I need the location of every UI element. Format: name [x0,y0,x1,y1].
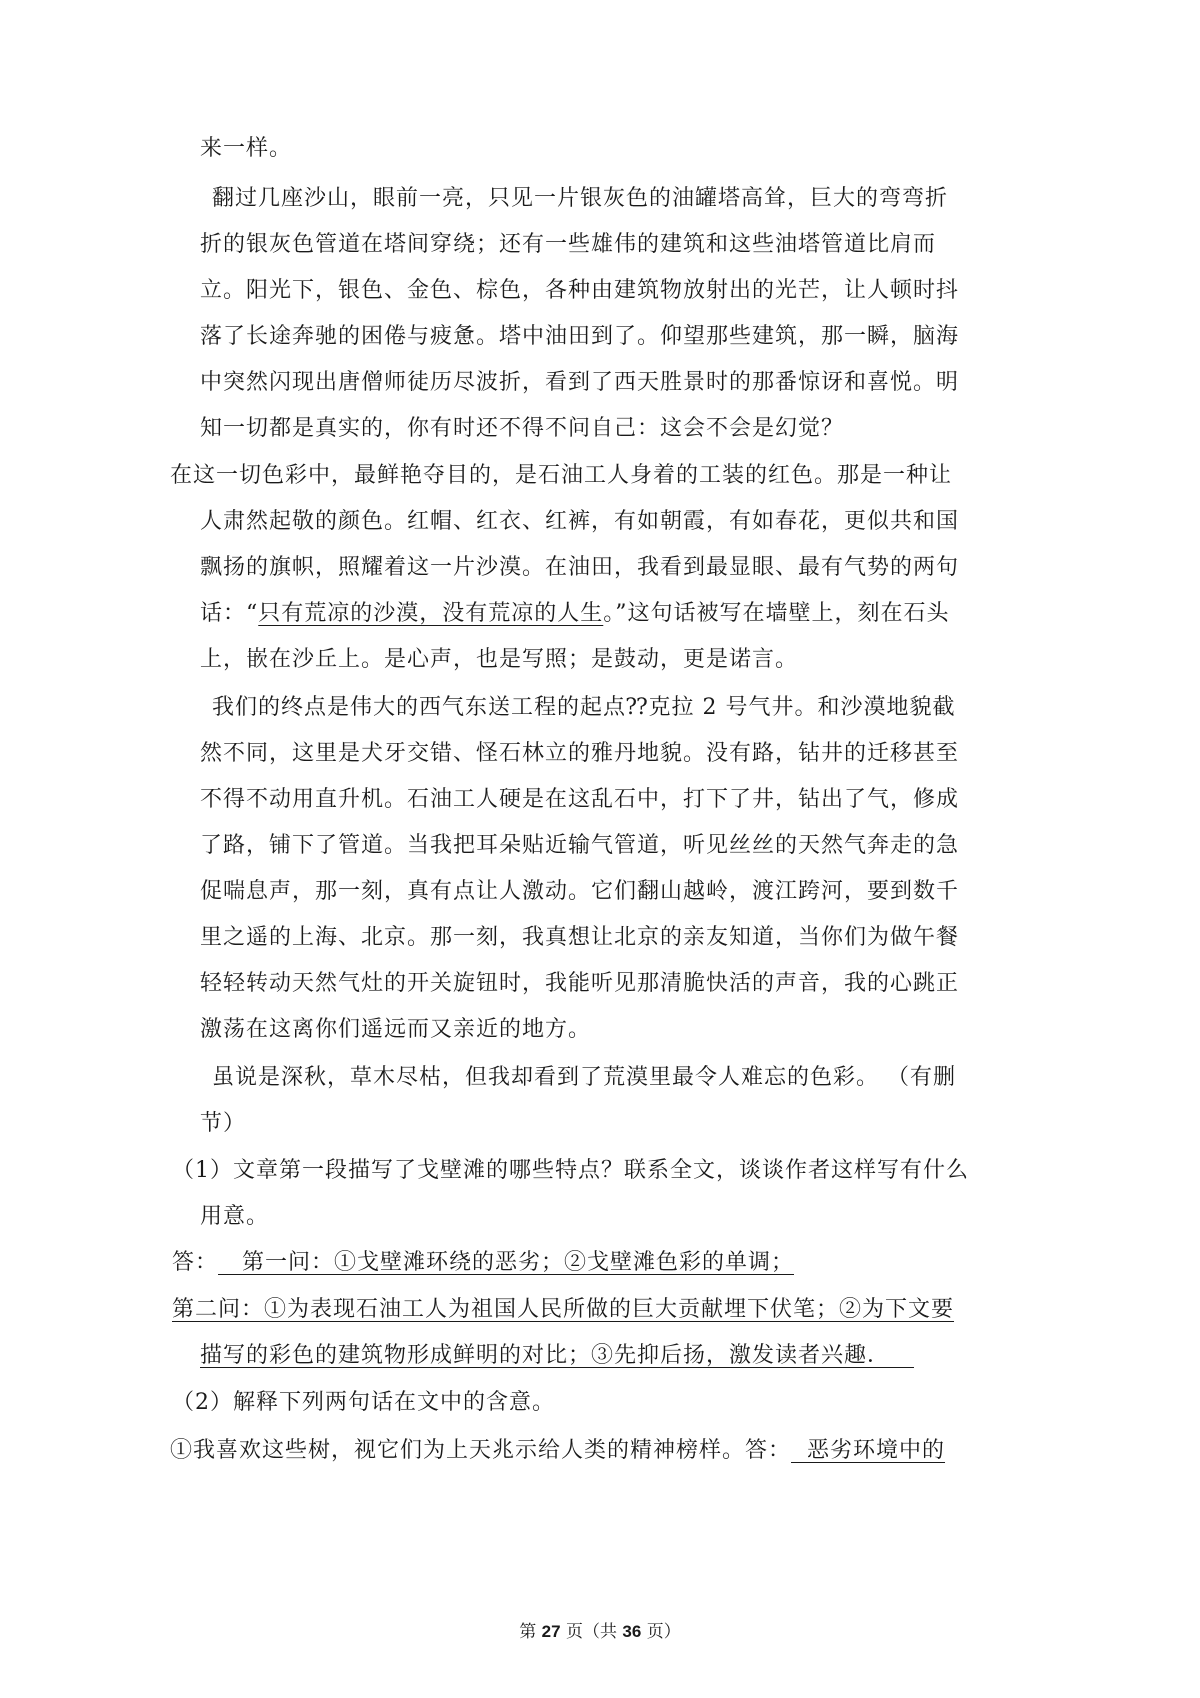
answer-1-part-2-cont: 描写的彩色的建筑物形成鲜明的对比；③先抑后扬，激发读者兴趣． [200,1343,914,1368]
body-line: 激荡在这离你们遥远而又亲近的地方。 [200,1017,592,1042]
answer-1-line-1 [172,1243,794,1283]
body-line: 我们的终点是伟大的西气东送工程的起点⁇克拉 2 号气井。和沙漠地貌截 [212,695,956,720]
answer-1-part-2: 第二问：①为表现石油工人为祖国人民所做的巨大贡献埋下伏笔；②为下文要 [172,1297,955,1322]
body-line: 不得不动用直升机。石油工人硬是在这乱石中，打下了井，钻出了气，修成 [200,787,960,812]
question-2-item-1-text: ①我喜欢这些树，视它们为上天兆示给人类的精神榜样。答： [170,1438,792,1463]
footer-middle: 页（共 [560,1622,623,1642]
body-line: 上，嵌在沙丘上。是心声，也是写照；是鼓动，更是诺言。 [200,647,799,672]
footer-prefix: 第 [519,1622,542,1642]
body-line: 来一样。 [200,136,293,161]
answer-prefix: 答： [172,1250,219,1275]
quote-line [200,594,950,634]
body-line: 立。阳光下，银色、金色、棕色，各种由建筑物放射出的光芒，让人顿时抖 [200,278,960,303]
question-1-cont: 用意。 [200,1204,270,1229]
page-footer [0,1620,1200,1644]
body-line: 里之遥的上海、北京。那一刻，我真想让北京的亲友知道，当你们为做午餐 [200,925,960,950]
body-line: 虽说是深秋，草木尽枯，但我却看到了荒漠里最令人难忘的色彩。 （有删 [212,1065,956,1090]
quote-after: 。”这句话被写在墙壁上，刻在石头 [603,601,950,626]
current-page-number: 27 [541,1622,561,1641]
footer-suffix: 页） [641,1622,681,1642]
body-line: 在这一切色彩中，最鲜艳夺目的，是石油工人身着的工装的红色。那是一种让 [170,463,953,488]
body-line: 飘扬的旗帜，照耀着这一片沙漠。在油田，我看到最显眼、最有气势的两句 [200,555,960,580]
answer-1-part-1: 第一问：①戈壁滩环绕的恶劣；②戈壁滩色彩的单调； [218,1250,794,1275]
question-1: （1）文章第一段描写了戈壁滩的哪些特点？联系全文，谈谈作者这样写有什么 [172,1158,969,1183]
question-2-item-1-answer: 恶劣环境中的 [791,1438,946,1463]
body-line: 促喘息声，那一刻，真有点让人激动。它们翻山越岭，渡江跨河，要到数千 [200,879,960,904]
question-2-item-1 [170,1431,945,1471]
total-pages: 36 [622,1622,642,1641]
question-2: （2）解释下列两句话在文中的含意。 [172,1390,555,1415]
body-line: 折的银灰色管道在塔间穿绕；还有一些雄伟的建筑和这些油塔管道比肩而 [200,232,937,257]
body-line: 翻过几座沙山，眼前一亮，只见一片银灰色的油罐塔高耸，巨大的弯弯折 [212,186,949,211]
body-line: 然不同，这里是犬牙交错、怪石林立的雅丹地貌。没有路，钻井的迁移甚至 [200,741,960,766]
body-line: 人肃然起敬的颜色。红帽、红衣、红裤，有如朝霞，有如春花，更似共和国 [200,509,960,534]
body-line: 落了长途奔驰的困倦与疲惫。塔中油田到了。仰望那些建筑，那一瞬，脑海 [200,324,960,349]
body-line: 知一切都是真实的，你有时还不得不问自己：这会不会是幻觉？ [200,416,845,441]
body-line: 中突然闪现出唐僧师徒历尽波折，看到了西天胜景时的那番惊讶和喜悦。明 [200,370,960,395]
body-line: 节） [200,1111,247,1136]
body-line: 了路，铺下了管道。当我把耳朵贴近输气管道，听见丝丝的天然气奔走的急 [200,833,960,858]
underlined-quote: 只有荒凉的沙漠，没有荒凉的人生 [258,601,604,626]
body-line: 轻轻转动天然气灶的开关旋钮时，我能听见那清脆快活的声音，我的心跳正 [200,971,960,996]
quote-before: 话：“ [200,601,259,626]
